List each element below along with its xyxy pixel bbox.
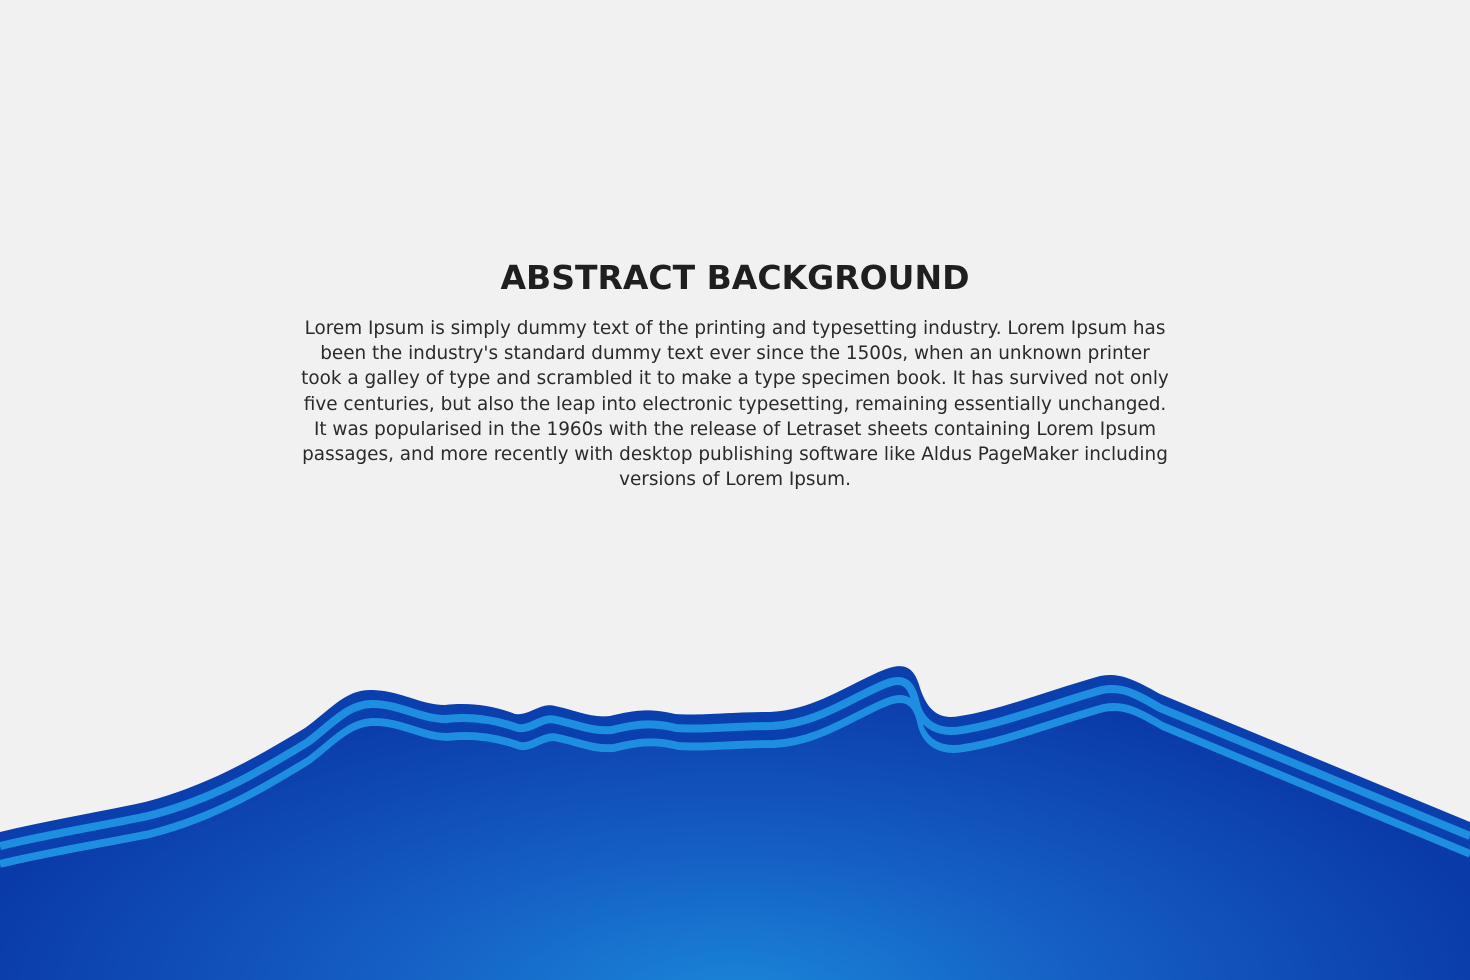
- page-title: ABSTRACT BACKGROUND: [500, 258, 970, 297]
- description-paragraph: Lorem Ipsum is simply dummy text of the printing and typesetting industry. Lorem Ipsum has been the industry's standard dummy text ever since the 1500s, when an unknown printer took a galley of type and scrambled it to make a type specimen book. It has survived not only five centuries, but also the leap into electronic typesetting, remaining essentially unchanged. It was popularised in the 1960s with the release of Letraset sheets containing Lorem Ipsum passages, and more recently with desktop publishing software like Aldus PageMaker including versions of Lorem Ipsum.: [301, 318, 1169, 491]
